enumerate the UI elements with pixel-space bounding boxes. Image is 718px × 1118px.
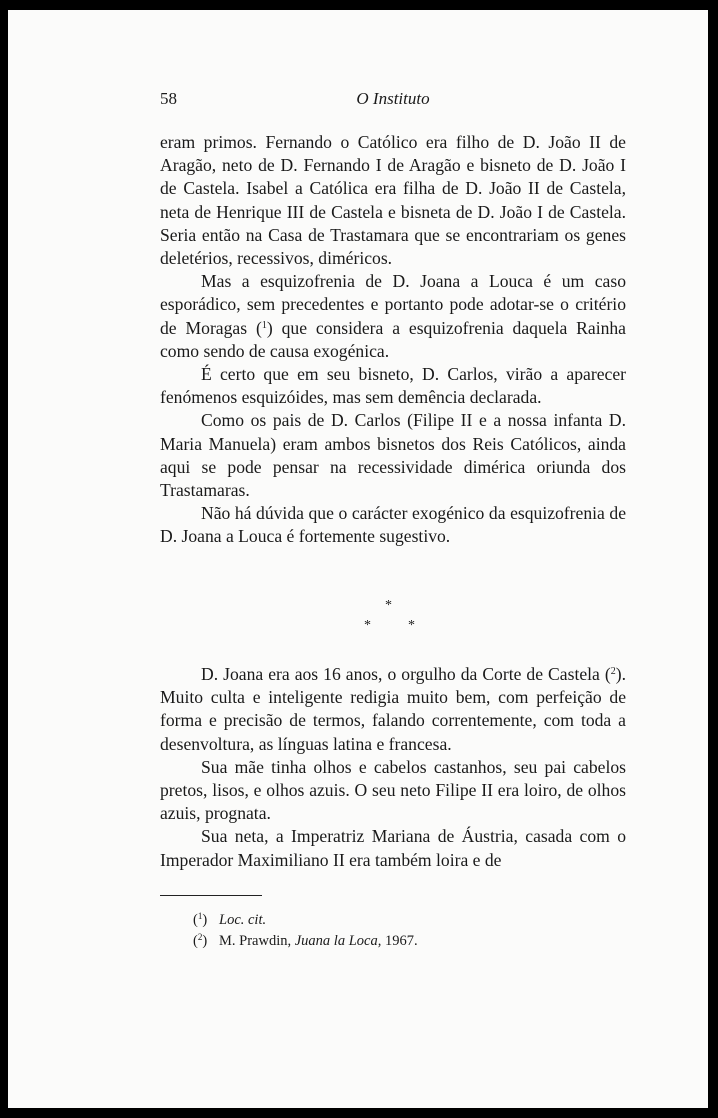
- footnote-number: ($^2$): [193, 932, 208, 949]
- running-title: O Instituto: [356, 89, 430, 108]
- footnotes: [193, 910, 613, 952]
- footnote-author: M. Prawdin,: [219, 933, 292, 949]
- footnote: [193, 910, 613, 931]
- paragraph-text: D. Joana era aos 16 anos, o orgulho da Corte de Castela: [201, 664, 600, 684]
- paragraph: D. Joana era aos 16 anos, o orgulho da Corte de Castela ($^2$). Muito culta e inteligente redigia muito bem, com perfeição de forma e precisão de termos, falando correntemente, com toda a desenvoltura, as línguas latina e francesa.: [160, 664, 626, 754]
- footnote-number: ($^1$): [193, 911, 208, 928]
- footnote-text: Loc. cit.: [219, 912, 267, 928]
- paragraph: Não há dúvida que o carácter exogénico da esquizofrenia de D. Joana a Louca é fortemente sugestivo.: [160, 503, 626, 547]
- paragraph: Sua neta, a Imperatriz Mariana de Áustria, casada com o Imperador Maximiliano II era também loira e de: [160, 826, 626, 870]
- page-number: 58: [160, 89, 177, 108]
- section-separator: [355, 598, 425, 638]
- paragraph: eram primos. Fernando o Católico era filho de D. João II de Aragão, neto de D. Fernando I de Aragão e bisneto de D. João I de Castela. Isabel a Católica era filha de D. João II de Castela, neta de Henrique III de Castela e bisneta de D. João I de Castela. Seria então na Casa de Trastamara que se encontrariam os genes deletérios, recessivos, diméricos.: [160, 132, 626, 269]
- asterisk: *: [408, 618, 415, 633]
- footnote-ref: 2: [610, 666, 616, 677]
- paragraph: Sua mãe tinha olhos e cabelos castanhos, seu pai cabelos pretos, lisos, e olhos azuis. O seu neto Filipe II era loiro, de olhos azuis, prognata.: [160, 756, 626, 824]
- paragraph: É certo que em seu bisneto, D. Carlos, virão a aparecer fenómenos esquizóides, mas sem demência declarada.: [160, 364, 626, 408]
- page-header: [160, 89, 626, 113]
- paragraph: Mas a esquizofrenia de D. Joana a Louca é um caso esporádico, sem precedentes e portanto pode adotar-se o critério de Moragas ($^1$) que considera a esquizofrenia daquela Rainha como sendo de causa exogénica.: [160, 271, 626, 361]
- footnote-rule: [160, 895, 262, 896]
- paragraph-text: . Muito culta e inteligente redigia muito bem, com perfeição de forma e precisão de termos, falando correntemente, com toda a desenvoltura, as línguas latina e francesa.: [160, 664, 626, 754]
- paragraph-text: que considera a esquizofrenia daquela Rainha como sendo de causa exogénica.: [160, 317, 626, 361]
- asterisk: *: [364, 618, 371, 633]
- paragraph: Como os pais de D. Carlos (Filipe II e a nossa infanta D. Maria Manuela) eram ambos bisnetos dos Reis Católicos, ainda aqui se pode pensar na recessividade dimérica oriunda dos Trastamaras.: [160, 410, 626, 501]
- footnote-title: Juana la Loca,: [294, 933, 382, 949]
- footnote-ref: 1: [261, 319, 267, 331]
- body-text-section-2: [160, 663, 626, 872]
- paragraph-text: Mas a esquizofrenia de D. Joana a Louca é um caso esporádico, sem precedentes e portanto pode adotar-se o critério de Moragas: [160, 271, 626, 338]
- body-text: [160, 131, 626, 549]
- asterisk: *: [385, 598, 392, 613]
- footnote-year: 1967.: [384, 933, 418, 949]
- footnote: [193, 931, 613, 952]
